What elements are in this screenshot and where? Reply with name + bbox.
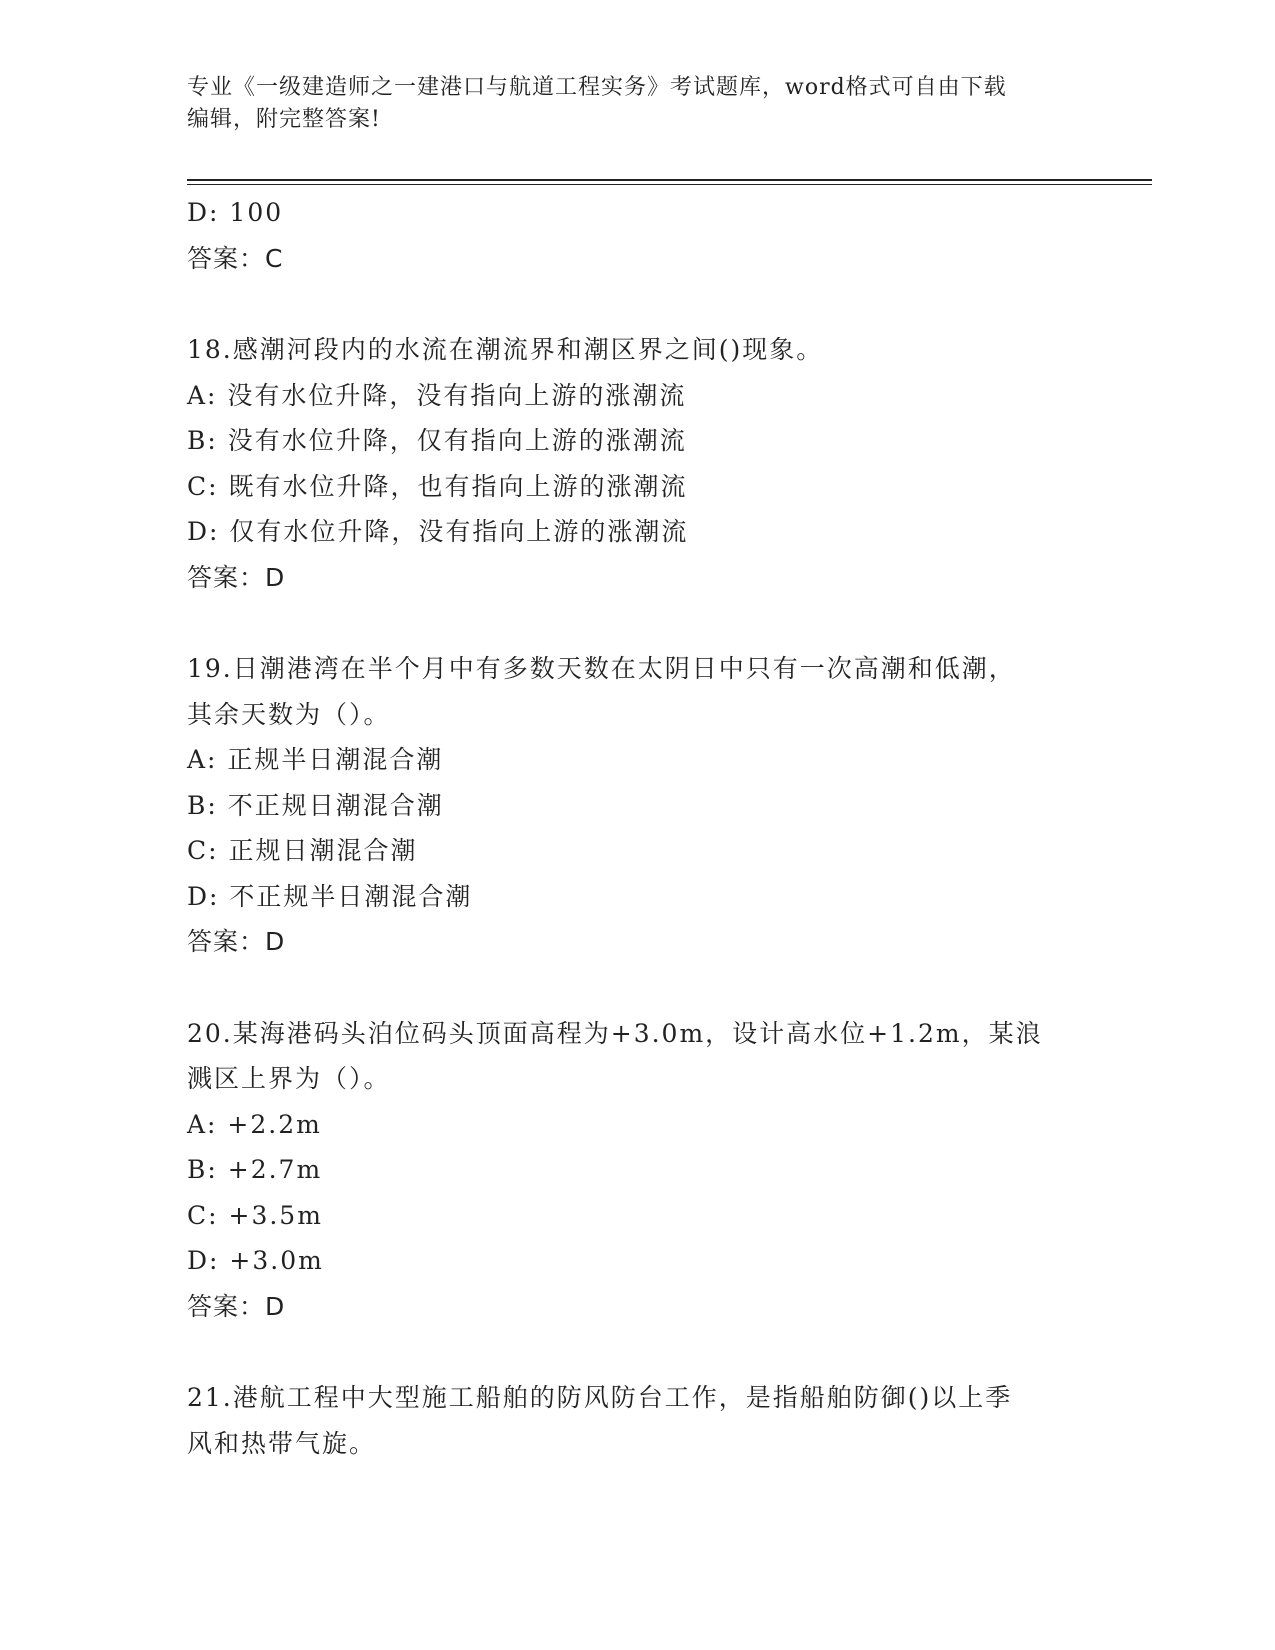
option-b: B: +2.7m — [187, 1155, 323, 1184]
option-a: A: 没有水位升降，没有指向上游的涨潮流 — [187, 380, 687, 410]
question-18 — [187, 327, 1087, 600]
option-c: C: 正规日潮混合潮 — [187, 836, 418, 865]
question-stem-cont: 风和热带气旋。 — [187, 1428, 377, 1458]
header-rule-thin — [187, 184, 1152, 185]
spacer — [187, 281, 1087, 327]
option-a: A: 正规半日潮混合潮 — [187, 745, 444, 774]
option-a: A: +2.2m — [187, 1109, 322, 1139]
option-b: B: 不正规日潮混合潮 — [187, 790, 444, 820]
option-d: D: 不正规半日潮混合潮 — [187, 881, 473, 911]
answer-line: 答案：D — [187, 562, 286, 592]
continued-question — [187, 190, 1087, 281]
question-stem: 19.日潮港湾在半个月中有多数天数在太阴日中只有一次高潮和低潮， — [187, 654, 1016, 683]
question-20 — [187, 1011, 1087, 1330]
question-stem-cont: 其余天数为（）。 — [187, 699, 391, 729]
answer-line: 答案：D — [187, 1291, 286, 1321]
option-d: D: 仅有水位升降，没有指向上游的涨潮流 — [187, 517, 689, 546]
question-21 — [187, 1375, 1087, 1466]
option-b: B: 没有水位升降，仅有指向上游的涨潮流 — [187, 426, 687, 455]
answer-line: 答案：C — [187, 243, 284, 273]
spacer — [187, 965, 1087, 1011]
question-19 — [187, 646, 1087, 965]
question-content — [187, 190, 1087, 1466]
option-c: C: 既有水位升降，也有指向上游的涨潮流 — [187, 471, 688, 501]
question-stem: 18.感潮河段内的水流在潮流界和潮区界之间()现象。 — [187, 335, 824, 364]
header-rule-thick — [187, 179, 1152, 181]
answer-line: 答案：D — [187, 927, 286, 956]
header-line-1: 专业《一级建造师之一建港口与航道工程实务》考试题库，word格式可自由下载 — [187, 75, 1007, 100]
page-header — [187, 72, 1087, 136]
question-stem: 21.港航工程中大型施工船舶的防风防台工作，是指船舶防御()以上季 — [187, 1383, 1013, 1412]
spacer — [187, 1329, 1087, 1375]
option-d: D: 100 — [187, 198, 284, 227]
option-c: C: +3.5m — [187, 1200, 323, 1230]
spacer — [187, 600, 1087, 646]
question-stem-cont: 溅区上界为（）。 — [187, 1064, 391, 1093]
question-stem: 20.某海港码头泊位码头顶面高程为+3.0m，设计高水位+1.2m，某浪 — [187, 1018, 1043, 1048]
option-d: D: +3.0m — [187, 1246, 324, 1275]
header-line-2: 编辑，附完整答案! — [187, 107, 381, 132]
